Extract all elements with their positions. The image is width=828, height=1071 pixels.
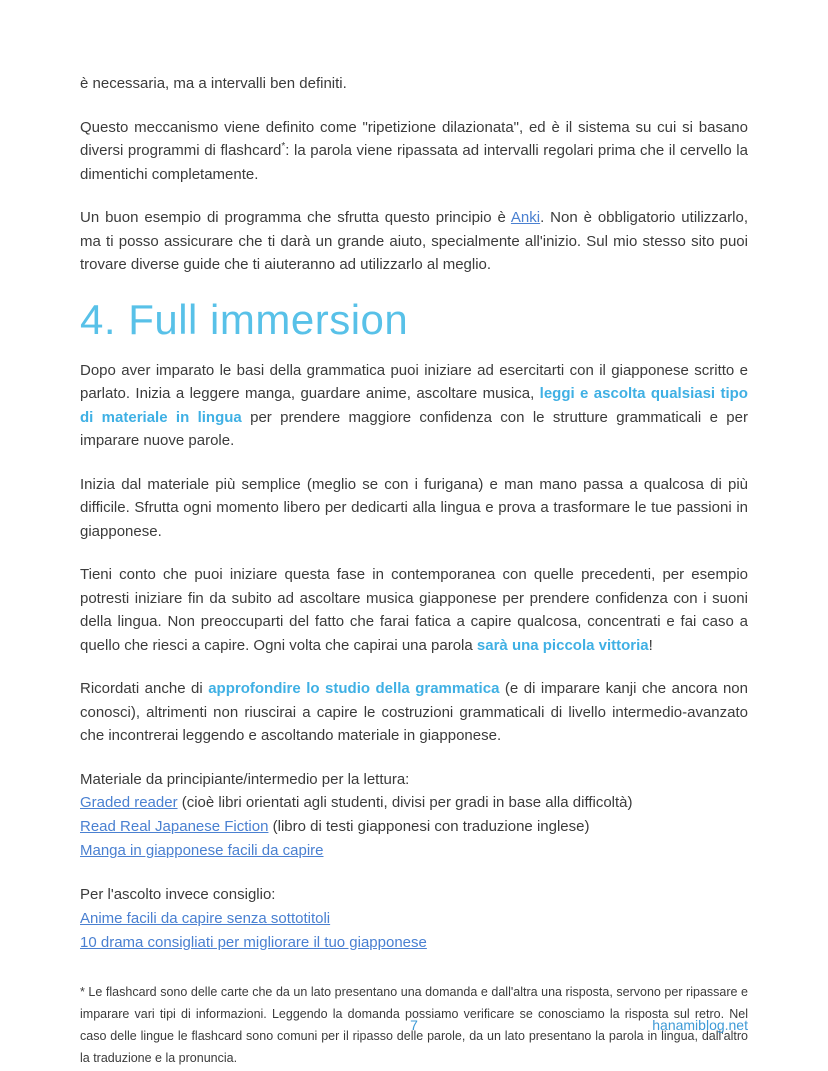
accent-text: approfondire lo studio della grammatica — [208, 680, 500, 697]
section-heading: 4. Full immersion — [80, 295, 409, 343]
listening-list-intro: Per l'ascolto invece consiglio: — [80, 886, 276, 903]
paragraph-text: Dopo aver imparato le basi della grammatica puoi iniziare ad esercitarti con il giapponese scritto e parlato. Inizia a leggere manga, guardare anime, ascoltare musica, — [80, 361, 748, 402]
list-item — [80, 791, 748, 815]
paragraph-start-early — [80, 563, 748, 657]
paragraph-text: Questo meccanismo viene definito come "ripetizione dilazionata", ed è il sistema su cui si basano diversi programmi di flashcard — [80, 118, 748, 159]
paragraph-text: : la parola viene ripassata ad intervalli regolari prima che il cervello la dimentichi completamente. — [80, 142, 748, 183]
paragraph-text: ! — [648, 636, 653, 654]
page-number: 7 — [410, 1017, 418, 1033]
paragraph-text: Un buon esempio di programma che sfrutta questo principio è — [80, 209, 511, 226]
drama-consigliati-link[interactable]: 10 drama consigliati per migliorare il tuo giapponese — [80, 933, 427, 951]
list-item — [80, 839, 748, 863]
list-item-note: (cioè libri orientati agli studenti, divisi per gradi in base alla difficoltà) — [177, 794, 633, 811]
accent-text: sarà una piccola vittoria — [476, 636, 649, 654]
anki-link[interactable]: Anki — [510, 209, 541, 226]
reading-list-intro: Materiale da principiante/intermedio per la lettura: — [80, 770, 410, 788]
site-link[interactable]: hanamiblog.net — [652, 1017, 748, 1033]
paragraph-text: (e di imparare kanji che ancora non conosci), altrimenti non riuscirai a capire le costruzioni grammaticali di livello intermedio-avanzato che incontrerai leggendo e ascoltando materiale in giapponese. — [80, 680, 748, 744]
paragraph-simple-material: Inizia dal materiale più semplice (meglio se con i furigana) e man mano passa a qualcosa di più difficile. Sfrutta ogni momento libero per dedicarti alla lingua e prova a trasformare le tue passioni in giapponese. — [80, 475, 748, 540]
paragraph-text: Tieni conto che puoi iniziare questa fase in contemporanea con quelle precedenti, per esempio potresti iniziare fin da subito ad ascoltare musica giapponese per prendere confidenza con i suoni della lingua. Non preoccuparti del fatto che farai fatica a capire qualcosa, concentrati e fai caso a quello che riesci a capire. Ogni volta che capirai una parola — [80, 566, 748, 654]
footnote-marker: * — [281, 141, 286, 152]
accent-text: leggi e ascolta qualsiasi tipo di materiale in lingua — [80, 385, 748, 426]
paragraph-anki — [80, 206, 748, 277]
reading-list — [80, 768, 748, 864]
listening-list — [80, 883, 748, 955]
paragraph-text: per prendere maggiore confidenza con le strutture grammaticali e per imparare nuove parole. — [80, 408, 748, 449]
list-item — [80, 907, 748, 931]
paragraph-spaced-repetition — [80, 116, 748, 187]
list-item-note: (libro di testi giapponesi con traduzione inglese) — [268, 818, 590, 835]
read-real-japanese-fiction-link[interactable]: Read Real Japanese Fiction — [80, 818, 269, 835]
paragraph-grammar-study — [80, 677, 748, 748]
manga-facili-link[interactable]: Manga in giapponese facili da capire — [80, 842, 324, 859]
list-item — [80, 815, 748, 839]
page-footer — [80, 1017, 748, 1037]
paragraph-continuation: è necessaria, ma a intervalli ben definiti. — [80, 75, 347, 92]
list-item — [80, 931, 748, 955]
footnote-text: * Le flashcard sono delle carte che da un lato presentano una domanda e dall'altra una risposta, servono per ripassare e imparare vari tipi di informazioni. Leggendo la domanda possiamo verificare se conosciamo la risposta sul retro. Nel caso delle lingue le flashcard sono comuni per il ripasso delle parole, da un lato presentano la parola in lingua, dall'altro la traduzione e la pronuncia. — [80, 984, 748, 1065]
anime-facili-link[interactable]: Anime facili da capire senza sottotitoli — [80, 909, 331, 927]
paragraph-text: Ricordati anche di — [80, 680, 209, 697]
paragraph-text: . Non è obbligatorio utilizzarlo, ma ti posso assicurare che ti darà un grande aiuto, specialmente all'inizio. Sul mio stesso sito puoi trovare diverse guide che ti aiuteranno ad utilizzarlo al meglio. — [80, 209, 748, 273]
paragraph-immersion-intro — [80, 359, 748, 453]
graded-reader-link[interactable]: Graded reader — [80, 794, 178, 811]
